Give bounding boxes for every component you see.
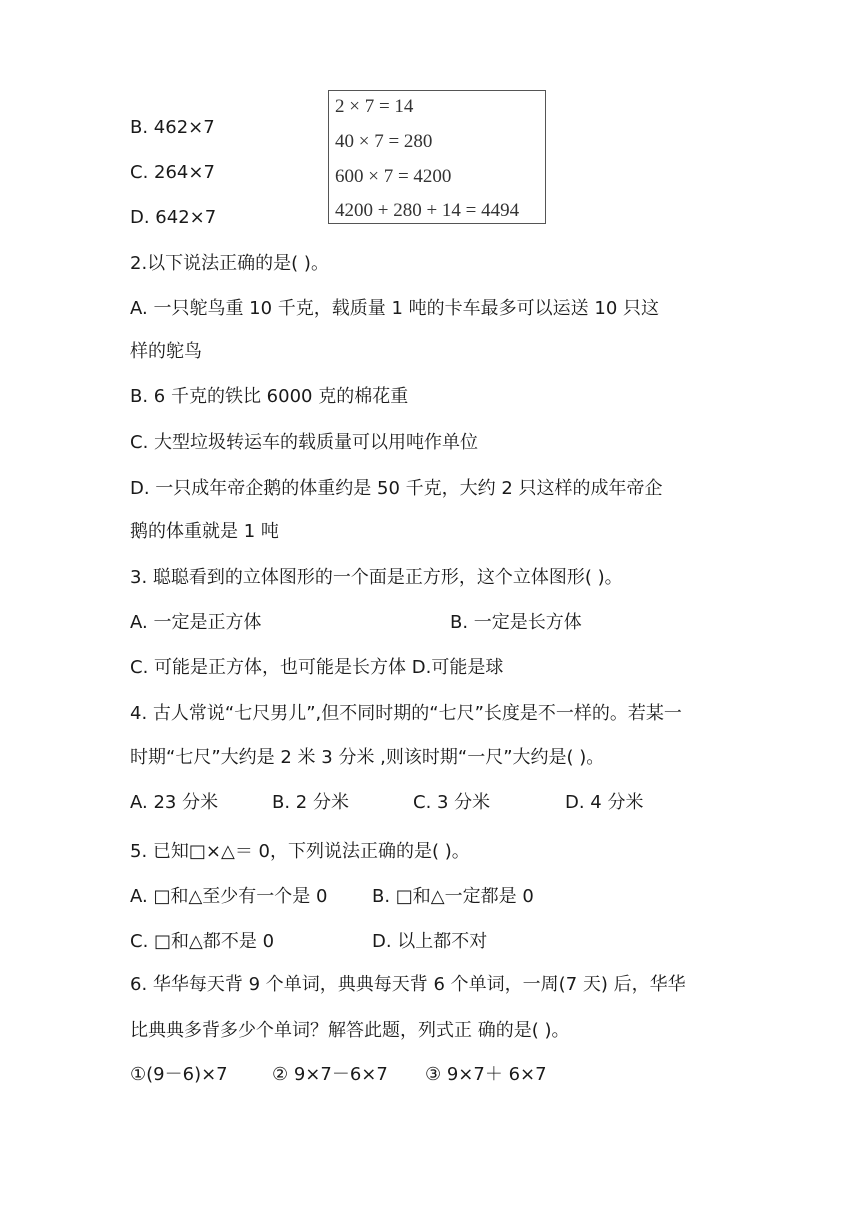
q2-stem: 2.以下说法正确的是( )。 [130,253,329,274]
q5-option-c: C. □和△都不是 0 [130,931,275,952]
q3-option-b: B. 一定是长方体 [450,612,582,633]
q6-option-1: ①(9－6)×7 [130,1064,228,1085]
q3-options-row2: C. 可能是正方体，也可能是长方体 D.可能是球 [130,657,504,678]
q4-stem-line2: 时期“七尺”大约是 2 米 3 分米 ,则该时期“一尺”大约是( )。 [130,747,605,768]
q1-option-d: D. 642×7 [130,207,217,228]
q4-stem-line1: 4. 古人常说“七尺男儿”,但不同时期的“七尺”长度是不一样的。若某一 [130,703,682,724]
calc-line-4: 4200 + 280 + 14 = 4494 [335,200,520,221]
calc-line-1: 2 × 7 = 14 [335,96,414,117]
q5-option-b: B. □和△一定都是 0 [372,886,534,907]
q5-option-d: D. 以上都不对 [372,931,488,952]
q2-option-c: C. 大型垃圾转运车的载质量可以用吨作单位 [130,432,479,453]
q1-option-c: C. 264×7 [130,162,215,183]
q4-option-d: D. 4 分米 [565,792,644,813]
q2-option-a-line2: 样的鸵鸟 [130,341,202,362]
q2-option-a-line1: A. 一只鸵鸟重 10 千克，载质量 1 吨的卡车最多可以运送 10 只这 [130,298,660,319]
q6-stem-line1: 6. 华华每天背 9 个单词，典典每天背 6 个单词，一周(7 天) 后，华华 [130,974,686,995]
q4-option-a: A. 23 分米 [130,792,219,813]
q5-stem: 5. 已知□×△＝ 0，下列说法正确的是( )。 [130,841,470,862]
q6-stem-line2: 比典典多背多少个单词？解答此题，列式正 确的是( )。 [130,1020,570,1041]
q2-option-d-line2: 鹅的体重就是 1 吨 [130,521,279,542]
q6-option-2: ② 9×7－6×7 [272,1064,388,1085]
calc-line-2: 40 × 7 = 280 [335,131,433,152]
q3-option-a: A. 一定是正方体 [130,612,262,633]
q1-option-b: B. 462×7 [130,117,215,138]
q2-option-d-line1: D. 一只成年帝企鹅的体重约是 50 千克，大约 2 只这样的成年帝企 [130,478,663,499]
q2-option-b: B. 6 千克的铁比 6000 克的棉花重 [130,386,409,407]
q3-stem: 3. 聪聪看到的立体图形的一个面是正方形，这个立体图形( )。 [130,567,623,588]
q6-option-3: ③ 9×7＋ 6×7 [425,1064,547,1085]
calc-line-3: 600 × 7 = 4200 [335,166,452,187]
q4-option-c: C. 3 分米 [413,792,491,813]
calculation-box [328,90,546,224]
q5-option-a: A. □和△至少有一个是 0 [130,886,328,907]
q4-option-b: B. 2 分米 [272,792,349,813]
